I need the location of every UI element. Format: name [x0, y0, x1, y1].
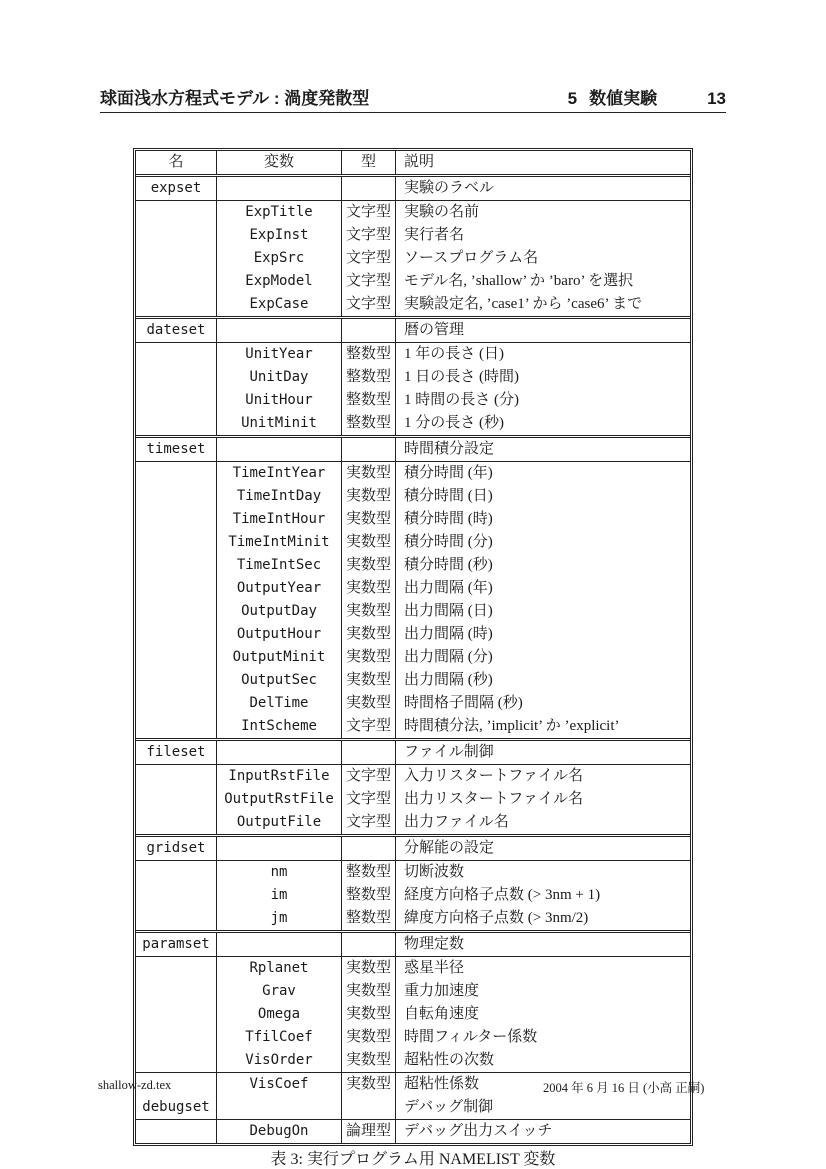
cell-group-name: gridset: [136, 837, 217, 860]
cell-group-name: [136, 788, 217, 811]
cell-description: 出力間隔 (年): [404, 580, 493, 596]
cell-group-name: [136, 201, 217, 224]
page-title: 球面浅水方程式モデル : 渦度発散型: [100, 89, 370, 108]
cell-variable: OutputFile: [217, 811, 342, 834]
table-row: [136, 224, 690, 247]
cell-description: 出力間隔 (分): [404, 649, 493, 665]
cell-type: [342, 177, 396, 200]
cell-description: 積分時間 (分): [404, 534, 493, 550]
cell-group-name: [136, 1026, 217, 1049]
cell-group-name: [136, 669, 217, 692]
cell-group-name: paramset: [136, 933, 217, 956]
cell-description: 実行者名: [404, 227, 465, 243]
table-row: [136, 200, 690, 224]
cell-description: 実験設定名, ’case1’ から ’case6’ まで: [404, 296, 643, 312]
cell-type: 文字型: [342, 293, 396, 316]
cell-type: 実数型: [342, 646, 396, 669]
cell-group-name: [136, 577, 217, 600]
cell-description: 超粘性係数: [404, 1076, 480, 1092]
cell-variable: Rplanet: [217, 957, 342, 980]
cell-variable: nm: [217, 861, 342, 884]
cell-description: ファイル制御: [404, 744, 494, 760]
cell-description: デバッグ制御: [404, 1099, 494, 1115]
cell-description: 時間フィルター係数: [404, 1029, 538, 1045]
cell-type: 文字型: [342, 201, 396, 224]
table-row: [136, 646, 690, 669]
table-row: [136, 811, 690, 834]
table-row: [136, 600, 690, 623]
cell-variable: [217, 837, 342, 860]
cell-description: 積分時間 (時): [404, 511, 493, 527]
table-row: [136, 461, 690, 485]
cell-group-name: [136, 765, 217, 788]
cell-type: 実数型: [342, 1049, 396, 1072]
cell-variable: OutputYear: [217, 577, 342, 600]
table-row: [136, 1096, 690, 1119]
cell-description: 出力間隔 (秒): [404, 672, 493, 688]
cell-group-name: timeset: [136, 438, 217, 461]
cell-variable: UnitYear: [217, 343, 342, 366]
cell-type: 文字型: [342, 247, 396, 270]
cell-variable: IntScheme: [217, 715, 342, 738]
cell-type: 実数型: [342, 1003, 396, 1026]
cell-variable: InputRstFile: [217, 765, 342, 788]
table-row: [136, 270, 690, 293]
cell-description: 物理定数: [404, 936, 465, 952]
cell-variable: UnitDay: [217, 366, 342, 389]
cell-group-name: [136, 1049, 217, 1072]
cell-type: 整数型: [342, 366, 396, 389]
cell-variable: ExpSrc: [217, 247, 342, 270]
cell-type: 文字型: [342, 811, 396, 834]
table-row: [136, 907, 690, 930]
footer-filename-note: shallow-zd.tex: [98, 1078, 172, 1092]
cell-description: 惑星半径: [404, 960, 465, 976]
table-row: [136, 738, 690, 764]
cell-type: 実数型: [342, 462, 396, 485]
cell-group-name: [136, 485, 217, 508]
cell-description: 出力リスタートファイル名: [404, 791, 583, 807]
cell-group-name: [136, 907, 217, 930]
running-header-right: [568, 84, 726, 109]
cell-group-name: [136, 293, 217, 316]
section-title: 数値実験: [589, 89, 658, 108]
table-row: [136, 860, 690, 884]
cell-group-name: expset: [136, 177, 217, 200]
column-header-name: 名: [136, 151, 217, 174]
table-row: [136, 930, 690, 956]
table-row: [136, 834, 690, 860]
cell-type: 実数型: [342, 623, 396, 646]
column-header-variable: 変数: [217, 151, 342, 174]
cell-variable: TimeIntDay: [217, 485, 342, 508]
cell-group-name: [136, 884, 217, 907]
cell-variable: [217, 1096, 342, 1119]
cell-group-name: [136, 861, 217, 884]
cell-type: [342, 933, 396, 956]
cell-type: 整数型: [342, 343, 396, 366]
cell-type: 実数型: [342, 485, 396, 508]
cell-variable: TimeIntSec: [217, 554, 342, 577]
cell-group-name: dateset: [136, 319, 217, 342]
cell-description: 入力リスタートファイル名: [404, 768, 583, 784]
cell-variable: TimeIntYear: [217, 462, 342, 485]
table-row: [136, 293, 690, 316]
cell-variable: Grav: [217, 980, 342, 1003]
cell-description: 1 時間の長さ (分): [404, 392, 519, 408]
cell-type: 文字型: [342, 224, 396, 247]
column-header-description: 説明: [404, 154, 435, 170]
column-header-type: 型: [342, 151, 396, 174]
cell-type: [342, 741, 396, 764]
cell-type: 整数型: [342, 412, 396, 435]
cell-variable: UnitMinit: [217, 412, 342, 435]
cell-group-name: [136, 366, 217, 389]
cell-description: 1 分の長さ (秒): [404, 415, 504, 431]
table-row: [136, 577, 690, 600]
table-row: [136, 247, 690, 270]
cell-variable: ExpCase: [217, 293, 342, 316]
cell-group-name: [136, 462, 217, 485]
table-row: [136, 316, 690, 342]
cell-variable: VisCoef: [217, 1073, 342, 1096]
cell-type: 整数型: [342, 861, 396, 884]
cell-type: 実数型: [342, 692, 396, 715]
cell-group-name: [136, 508, 217, 531]
table-row: [136, 884, 690, 907]
footer-date-author-note: 2004 年 6 月 16 日 (小高 正嗣): [543, 1081, 705, 1095]
section-number: 5: [567, 89, 578, 108]
table-row: [136, 508, 690, 531]
table-row: [136, 554, 690, 577]
cell-group-name: [136, 1120, 217, 1143]
cell-type: [342, 837, 396, 860]
cell-type: 実数型: [342, 600, 396, 623]
cell-group-name: [136, 980, 217, 1003]
cell-description: デバッグ出力スイッチ: [404, 1123, 553, 1139]
table-caption: 表 3: 実行プログラム用 NAMELIST 変数: [270, 1151, 556, 1168]
table-row: [136, 1026, 690, 1049]
cell-group-name: fileset: [136, 741, 217, 764]
table-row: [136, 669, 690, 692]
cell-description: 積分時間 (秒): [404, 557, 493, 573]
cell-group-name: [136, 270, 217, 293]
cell-description: 積分時間 (日): [404, 488, 493, 504]
cell-description: 1 年の長さ (日): [404, 346, 504, 362]
table-row: [136, 715, 690, 738]
cell-variable: TfilCoef: [217, 1026, 342, 1049]
cell-type: 整数型: [342, 389, 396, 412]
cell-description: 緯度方向格子点数 (> 3nm/2): [404, 910, 589, 926]
cell-description: 実験の名前: [404, 204, 480, 220]
cell-group-name: [136, 811, 217, 834]
cell-group-name: [136, 343, 217, 366]
table-row: [136, 485, 690, 508]
cell-variable: UnitHour: [217, 389, 342, 412]
cell-variable: [217, 319, 342, 342]
cell-type: 文字型: [342, 788, 396, 811]
cell-variable: im: [217, 884, 342, 907]
table-row: [136, 389, 690, 412]
cell-type: 文字型: [342, 765, 396, 788]
table-row: [136, 956, 690, 980]
cell-type: 実数型: [342, 531, 396, 554]
table-row: [136, 764, 690, 788]
table-row: [136, 1049, 690, 1072]
cell-variable: OutputHour: [217, 623, 342, 646]
cell-description: モデル名, ’shallow’ か ’baro’ を選択: [404, 273, 634, 289]
cell-description: 実験のラベル: [404, 180, 495, 196]
cell-type: 実数型: [342, 554, 396, 577]
cell-variable: DebugOn: [217, 1120, 342, 1143]
cell-description: 超粘性の次数: [404, 1052, 495, 1068]
page-number: 13: [707, 89, 726, 108]
cell-type: 実数型: [342, 1073, 396, 1096]
table-row: [136, 366, 690, 389]
cell-type: 実数型: [342, 957, 396, 980]
cell-group-name: debugset: [136, 1096, 217, 1119]
cell-description: 暦の管理: [404, 322, 465, 338]
running-header: [100, 84, 726, 109]
cell-variable: OutputSec: [217, 669, 342, 692]
cell-description: 出力間隔 (日): [404, 603, 493, 619]
cell-type: 実数型: [342, 980, 396, 1003]
cell-description: 自転角速度: [404, 1006, 480, 1022]
cell-variable: VisOrder: [217, 1049, 342, 1072]
cell-variable: ExpTitle: [217, 201, 342, 224]
cell-type: 文字型: [342, 715, 396, 738]
cell-type: 実数型: [342, 508, 396, 531]
cell-variable: DelTime: [217, 692, 342, 715]
namelist-table: [133, 148, 693, 1146]
cell-description: 出力ファイル名: [404, 814, 509, 830]
cell-description: 時間積分法, ’implicit’ か ’explicit’: [404, 718, 620, 734]
cell-type: 実数型: [342, 669, 396, 692]
cell-type: [342, 319, 396, 342]
table-row: [136, 1003, 690, 1026]
cell-type: 整数型: [342, 907, 396, 930]
table-row: [136, 623, 690, 646]
cell-group-name: [136, 623, 217, 646]
cell-type: [342, 438, 396, 461]
cell-description: 出力間隔 (時): [404, 626, 493, 642]
cell-type: 実数型: [342, 577, 396, 600]
cell-description: 分解能の設定: [404, 840, 495, 856]
cell-description: 1 日の長さ (時間): [404, 369, 519, 385]
table-row: [136, 342, 690, 366]
cell-group-name: [136, 957, 217, 980]
header-rule: [100, 112, 726, 113]
cell-type: 整数型: [342, 884, 396, 907]
cell-group-name: [136, 412, 217, 435]
cell-variable: OutputMinit: [217, 646, 342, 669]
table-row: [136, 435, 690, 461]
cell-variable: [217, 741, 342, 764]
cell-description: 時間格子間隔 (秒): [404, 695, 523, 711]
table-row: [136, 174, 690, 200]
cell-group-name: [136, 692, 217, 715]
cell-variable: ExpInst: [217, 224, 342, 247]
cell-description: 時間積分設定: [404, 441, 495, 457]
cell-group-name: [136, 247, 217, 270]
cell-description: 経度方向格子点数 (> 3nm + 1): [404, 887, 601, 903]
cell-description: 重力加速度: [404, 983, 480, 999]
cell-group-name: [136, 531, 217, 554]
cell-variable: Omega: [217, 1003, 342, 1026]
cell-group-name: [136, 715, 217, 738]
cell-group-name: [136, 554, 217, 577]
cell-group-name: [136, 646, 217, 669]
cell-description: ソースプログラム名: [404, 250, 539, 266]
cell-variable: OutputDay: [217, 600, 342, 623]
cell-type: 実数型: [342, 1026, 396, 1049]
cell-variable: jm: [217, 907, 342, 930]
table-row: [136, 531, 690, 554]
cell-description: 切断波数: [404, 864, 465, 880]
cell-group-name: [136, 1003, 217, 1026]
cell-variable: OutputRstFile: [217, 788, 342, 811]
cell-variable: [217, 177, 342, 200]
cell-group-name: [136, 600, 217, 623]
cell-type: 文字型: [342, 270, 396, 293]
cell-variable: TimeIntMinit: [217, 531, 342, 554]
cell-variable: [217, 438, 342, 461]
cell-description: 積分時間 (年): [404, 465, 493, 481]
table-row: [136, 692, 690, 715]
table-row: [136, 788, 690, 811]
cell-type: 論理型: [342, 1120, 396, 1143]
table-row: [136, 1119, 690, 1143]
cell-variable: TimeIntHour: [217, 508, 342, 531]
cell-type: [342, 1096, 396, 1119]
table-row: [136, 980, 690, 1003]
cell-variable: ExpModel: [217, 270, 342, 293]
table-header-row: [136, 151, 690, 174]
cell-group-name: [136, 389, 217, 412]
table-row: [136, 412, 690, 435]
cell-group-name: [136, 224, 217, 247]
cell-variable: [217, 933, 342, 956]
